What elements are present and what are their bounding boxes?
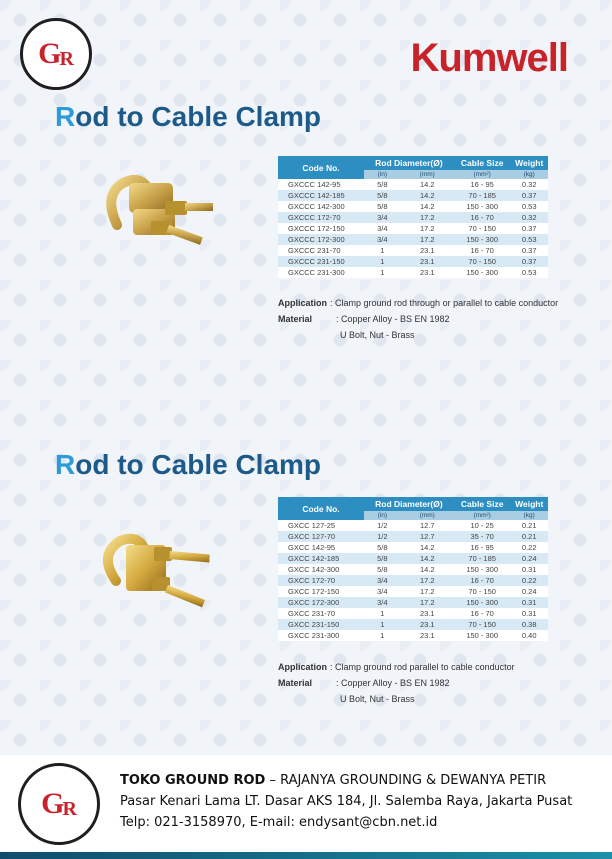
cell-in: 1 [364,267,401,278]
section2-title [55,449,321,481]
cell-weight: 0.37 [510,256,548,267]
footer-contact: Telp: 021-3158970, E-mail: endysant@cbn.net.id [120,815,438,830]
spec-table-1 [278,156,548,278]
cell-mm: 17.2 [401,586,454,597]
material-text-2: U Bolt, Nut - Brass [340,330,415,340]
company-name: TOKO GROUND ROD [120,773,266,788]
col-cable-size: Cable Size [454,156,511,170]
table-row [278,542,548,553]
col-weight: Weight [510,156,548,170]
cell-code: GXCC 127-25 [278,520,364,531]
title-initial: R [55,101,76,132]
title-rest: od to Cable Clamp [75,101,322,132]
cell-cable: 16 - 95 [454,179,511,190]
table-row [278,630,548,641]
cell-mm: 14.2 [401,564,454,575]
footer-gr-logo [18,763,100,845]
cell-weight: 0.31 [510,597,548,608]
clamp-image-1 [95,165,225,275]
cell-code: GXCCC 142-95 [278,179,364,190]
cell-cable: 150 - 300 [454,564,511,575]
cell-cable: 150 - 300 [454,234,511,245]
cell-weight: 0.31 [510,608,548,619]
clamp-image-2 [90,525,225,635]
cell-code: GXCCC 142-185 [278,190,364,201]
logo-letter-r: R [59,47,74,70]
application-text: : Clamp ground rod parallel to cable conductor [330,662,515,672]
table-row [278,619,548,630]
cell-in: 5/8 [364,564,401,575]
cell-weight: 0.22 [510,542,548,553]
cell-in: 5/8 [364,553,401,564]
cell-mm: 23.1 [401,256,454,267]
cell-weight: 0.21 [510,520,548,531]
table-row [278,564,548,575]
cell-weight: 0.31 [510,564,548,575]
cell-mm: 23.1 [401,267,454,278]
cell-in: 5/8 [364,190,401,201]
cell-mm: 14.2 [401,179,454,190]
sub-in: (in) [364,511,401,520]
title-rest: od to Cable Clamp [75,449,322,480]
cell-weight: 0.40 [510,630,548,641]
cell-code: GXCC 231-300 [278,630,364,641]
cell-cable: 35 - 70 [454,531,511,542]
material-label: Material [278,314,313,324]
cell-in: 3/4 [364,575,401,586]
material-text: : Copper Alloy - BS EN 1982 [336,678,450,688]
application-label: Application [278,298,327,308]
sub-mm: (mm) [401,170,454,179]
cell-code: GXCCC 172-70 [278,212,364,223]
cell-code: GXCCC 231-300 [278,267,364,278]
cell-in: 3/4 [364,212,401,223]
cell-mm: 23.1 [401,630,454,641]
sub-mm: (mm) [401,511,454,520]
cell-weight: 0.53 [510,267,548,278]
cell-cable: 150 - 300 [454,267,511,278]
cell-cable: 70 - 150 [454,619,511,630]
cell-code: GXCCC 231-70 [278,245,364,256]
cell-code: GXCC 172-300 [278,597,364,608]
sub-weight: (kg) [510,511,548,520]
cell-weight: 0.24 [510,553,548,564]
cell-mm: 12.7 [401,531,454,542]
table-row [278,223,548,234]
cell-mm: 23.1 [401,245,454,256]
table-row [278,520,548,531]
cell-in: 3/4 [364,597,401,608]
table-row [278,553,548,564]
application-text: : Clamp ground rod through or parallel to cable conductor [330,298,559,308]
table-row [278,245,548,256]
cell-code: GXCC 172-150 [278,586,364,597]
cell-cable: 10 - 25 [454,520,511,531]
cell-in: 1 [364,256,401,267]
gr-logo [20,18,92,90]
col-code: Code No. [278,497,364,520]
cell-mm: 12.7 [401,520,454,531]
brand-logo: Kumwell [410,36,568,80]
col-code: Code No. [278,156,364,179]
sub-weight: (kg) [510,170,548,179]
cell-cable: 70 - 150 [454,586,511,597]
title-initial: R [55,449,76,480]
cell-cable: 70 - 150 [454,256,511,267]
footer-address: Pasar Kenari Lama LT. Dasar AKS 184, Jl. Salemba Raya, Jakarta Pusat [120,794,573,809]
cell-in: 1 [364,608,401,619]
cell-in: 3/4 [364,234,401,245]
cell-in: 5/8 [364,542,401,553]
cell-mm: 14.2 [401,190,454,201]
cell-weight: 0.21 [510,531,548,542]
cell-code: GXCC 142-95 [278,542,364,553]
cell-cable: 70 - 150 [454,223,511,234]
spec-info-1 [278,298,558,346]
cell-cable: 16 - 95 [454,542,511,553]
cell-in: 3/4 [364,223,401,234]
logo-letter-g: G [41,787,65,820]
cell-mm: 17.2 [401,223,454,234]
cell-code: GXCC 231-70 [278,608,364,619]
cell-weight: 0.37 [510,223,548,234]
cell-cable: 150 - 300 [454,630,511,641]
table-row [278,256,548,267]
cell-cable: 16 - 70 [454,608,511,619]
table-row [278,608,548,619]
table-row [278,586,548,597]
cell-cable: 70 - 185 [454,553,511,564]
table-row [278,190,548,201]
cell-code: GXCCC 172-300 [278,234,364,245]
table-row [278,179,548,190]
material-text-2: U Bolt, Nut - Brass [340,694,415,704]
footer [0,755,612,859]
col-weight: Weight [510,497,548,511]
table-row [278,234,548,245]
cell-cable: 150 - 300 [454,597,511,608]
material-label: Material [278,678,313,688]
table-row [278,267,548,278]
cell-in: 1 [364,619,401,630]
cell-weight: 0.32 [510,179,548,190]
cell-in: 1 [364,245,401,256]
cell-code: GXCC 231-150 [278,619,364,630]
sub-in: (in) [364,170,401,179]
sub-cable: (mm²) [454,511,511,520]
cell-in: 1/2 [364,531,401,542]
company-tagline: – RAJANYA GROUNDING & DEWANYA PETIR [265,773,547,788]
material-text: : Copper Alloy - BS EN 1982 [336,314,450,324]
spec-info-2 [278,662,515,710]
cell-code: GXCCC 172-150 [278,223,364,234]
cell-weight: 0.32 [510,212,548,223]
footer-company-line [120,773,546,788]
sub-cable: (mm²) [454,170,511,179]
cell-code: GXCC 142-300 [278,564,364,575]
section1-title [55,101,321,133]
table-row [278,597,548,608]
col-rod-diameter: Rod Diameter(Ø) [364,156,454,170]
application-label: Application [278,662,327,672]
cell-mm: 17.2 [401,212,454,223]
cell-in: 1 [364,630,401,641]
table-row [278,531,548,542]
cell-cable: 16 - 70 [454,212,511,223]
cell-code: GXCC 127-70 [278,531,364,542]
cell-weight: 0.38 [510,619,548,630]
footer-bar [0,852,612,859]
cell-weight: 0.37 [510,245,548,256]
cell-cable: 150 - 300 [454,201,511,212]
table-row [278,212,548,223]
cell-in: 3/4 [364,586,401,597]
cell-weight: 0.53 [510,234,548,245]
cell-mm: 14.2 [401,201,454,212]
cell-cable: 16 - 70 [454,575,511,586]
cell-code: GXCC 172-70 [278,575,364,586]
cell-in: 5/8 [364,179,401,190]
cell-cable: 70 - 185 [454,190,511,201]
cell-in: 5/8 [364,201,401,212]
col-rod-diameter: Rod Diameter(Ø) [364,497,454,511]
cell-mm: 17.2 [401,597,454,608]
cell-code: GXCCC 231-150 [278,256,364,267]
cell-weight: 0.24 [510,586,548,597]
cell-cable: 16 - 70 [454,245,511,256]
cell-mm: 17.2 [401,234,454,245]
cell-weight: 0.37 [510,190,548,201]
cell-weight: 0.53 [510,201,548,212]
logo-letter-g: G [38,37,62,70]
cell-code: GXCC 142-185 [278,553,364,564]
table-row [278,575,548,586]
cell-code: GXCCC 142-300 [278,201,364,212]
cell-mm: 23.1 [401,619,454,630]
cell-mm: 23.1 [401,608,454,619]
col-cable-size: Cable Size [454,497,511,511]
table-row [278,201,548,212]
spec-table-2 [278,497,548,641]
logo-letter-r: R [62,797,77,820]
cell-mm: 14.2 [401,553,454,564]
cell-mm: 17.2 [401,575,454,586]
cell-weight: 0.22 [510,575,548,586]
cell-in: 1/2 [364,520,401,531]
cell-mm: 14.2 [401,542,454,553]
